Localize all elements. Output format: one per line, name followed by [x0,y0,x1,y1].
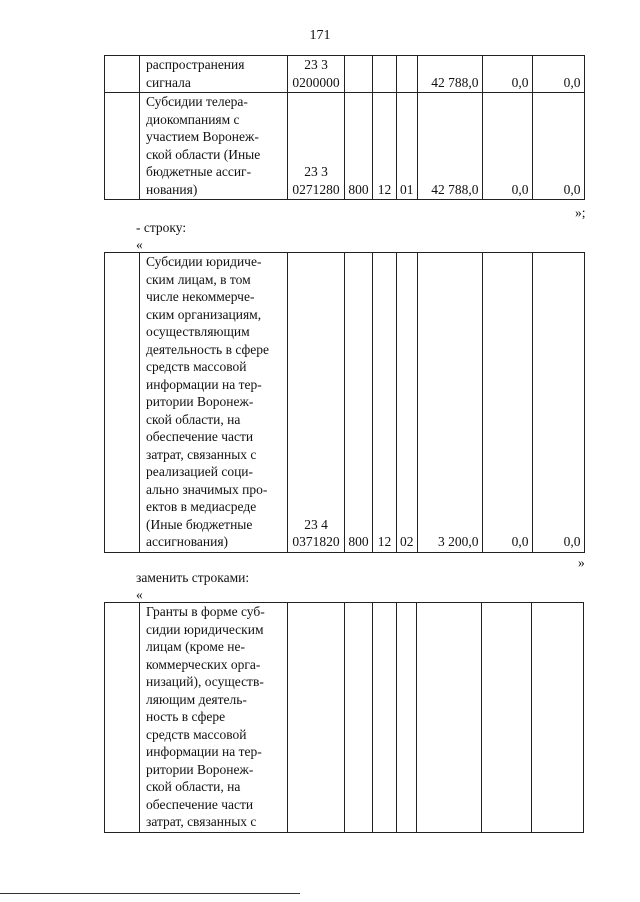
text-line: ально значимых про- [146,481,268,497]
text-line: ритории Воронеж- [146,394,254,409]
sum-cell-1: 42 788,0 [417,93,482,200]
text-line: ской области (Иные [146,146,261,162]
text-line: ской области, на [146,779,241,794]
text-line: диокомпаниям с [146,111,240,127]
text-line: Субсидии юридиче- [146,254,262,269]
empty-cell [105,93,140,200]
empty-cell [105,603,140,833]
sum-cell-2: 0,0 [482,93,532,200]
text-line: ность в сфере [146,709,226,724]
rz-cell [373,603,397,833]
rz-cell: 12 [373,253,397,553]
budget-table-3 [104,602,584,833]
text-line: реализацией соци- [146,464,254,479]
text-line: сигнала [146,74,191,90]
sum-cell-2: 0,0 [482,253,532,553]
opening-quote: « [136,587,143,602]
text-line: Гранты в форме суб- [146,604,265,619]
text-line: (Иные бюджетные [146,516,253,532]
text-line: деятельность в сфере [146,341,269,357]
description-cell [140,253,288,553]
text-line: ассигнования) [146,534,229,549]
text-line: информации на тер- [146,744,262,759]
empty-cell [105,253,140,553]
text-line: бюджетные ассиг- [146,164,252,179]
text-line: затрат, связанных с [146,814,257,829]
closing-quote: »; [575,205,586,220]
vr-cell [345,603,373,833]
text-line: затрат, связанных с [146,446,257,462]
text-line: ритории Воронеж- [146,761,254,777]
text-line: обеспечение части [146,796,254,812]
text-line: информации на тер- [146,376,262,392]
vr-cell: 800 [345,253,373,553]
code-cell [288,56,345,93]
table-row [105,603,584,833]
sum-cell-3: 0,0 [532,93,584,200]
text-line: средств массовой [146,726,247,742]
pr-cell [397,56,418,93]
sum-cell-2 [482,603,532,833]
description-cell [140,56,288,93]
vr-cell: 800 [345,93,373,200]
text-line: ской области, на [146,411,241,427]
footer-rule [0,893,300,894]
description-cell [140,93,288,200]
sum-cell-3 [532,603,584,833]
text-line: коммерческих орга- [146,656,261,672]
text-line: ляющим деятель- [146,691,247,707]
text-line: распространения [146,57,245,72]
text-line: ским лицам, в том [146,271,251,287]
text-line: 23 3 02 [292,57,328,90]
text-line: нования) [146,181,198,197]
opening-quote: « [136,237,143,252]
budget-table-2 [104,252,585,553]
text-line: сидии юридическим [146,621,264,637]
text-line: ектов в медиасреде [146,499,257,514]
text-line: 71280 [305,181,340,197]
text-line: участием Воронеж- [146,129,259,144]
instruction-text: - строку: [136,220,187,235]
text-line: низаций), осуществ- [146,674,264,689]
rz-cell: 12 [373,93,397,200]
closing-quote: » [578,555,585,570]
sum-cell-3: 0,0 [532,56,584,93]
text-line: 00000 [305,74,340,90]
text-line: 71820 [305,534,340,549]
empty-cell [105,56,140,93]
vr-cell [345,56,373,93]
text-line: ским организациям, [146,306,262,322]
pr-cell [397,603,417,833]
description-cell [140,603,288,833]
sum-cell-1: 42 788,0 [417,56,482,93]
sum-cell-1: 3 200,0 [417,253,482,553]
text-line: средств массовой [146,359,247,374]
table-row [105,93,585,200]
code-cell [288,603,345,833]
pr-cell: 01 [397,93,418,200]
budget-table-1 [104,55,585,200]
text-line: 23 3 02 [292,164,328,197]
instruction-text: заменить строками: [136,570,250,585]
sum-cell-1 [417,603,482,833]
sum-cell-3: 0,0 [532,253,584,553]
code-cell [288,253,345,553]
sum-cell-2: 0,0 [482,56,532,93]
text-line: лицам (кроме не- [146,639,246,654]
text-line: Субсидии телера- [146,94,248,109]
table-row [105,56,585,93]
text-line: 23 4 03 [292,516,328,549]
table-row [105,253,585,553]
code-cell [288,93,345,200]
rz-cell [373,56,397,93]
page-number: 171 [309,28,331,43]
text-line: числе некоммерче- [146,289,255,304]
pr-cell: 02 [397,253,418,553]
text-line: обеспечение части [146,429,254,444]
text-line: осуществляющим [146,324,250,339]
